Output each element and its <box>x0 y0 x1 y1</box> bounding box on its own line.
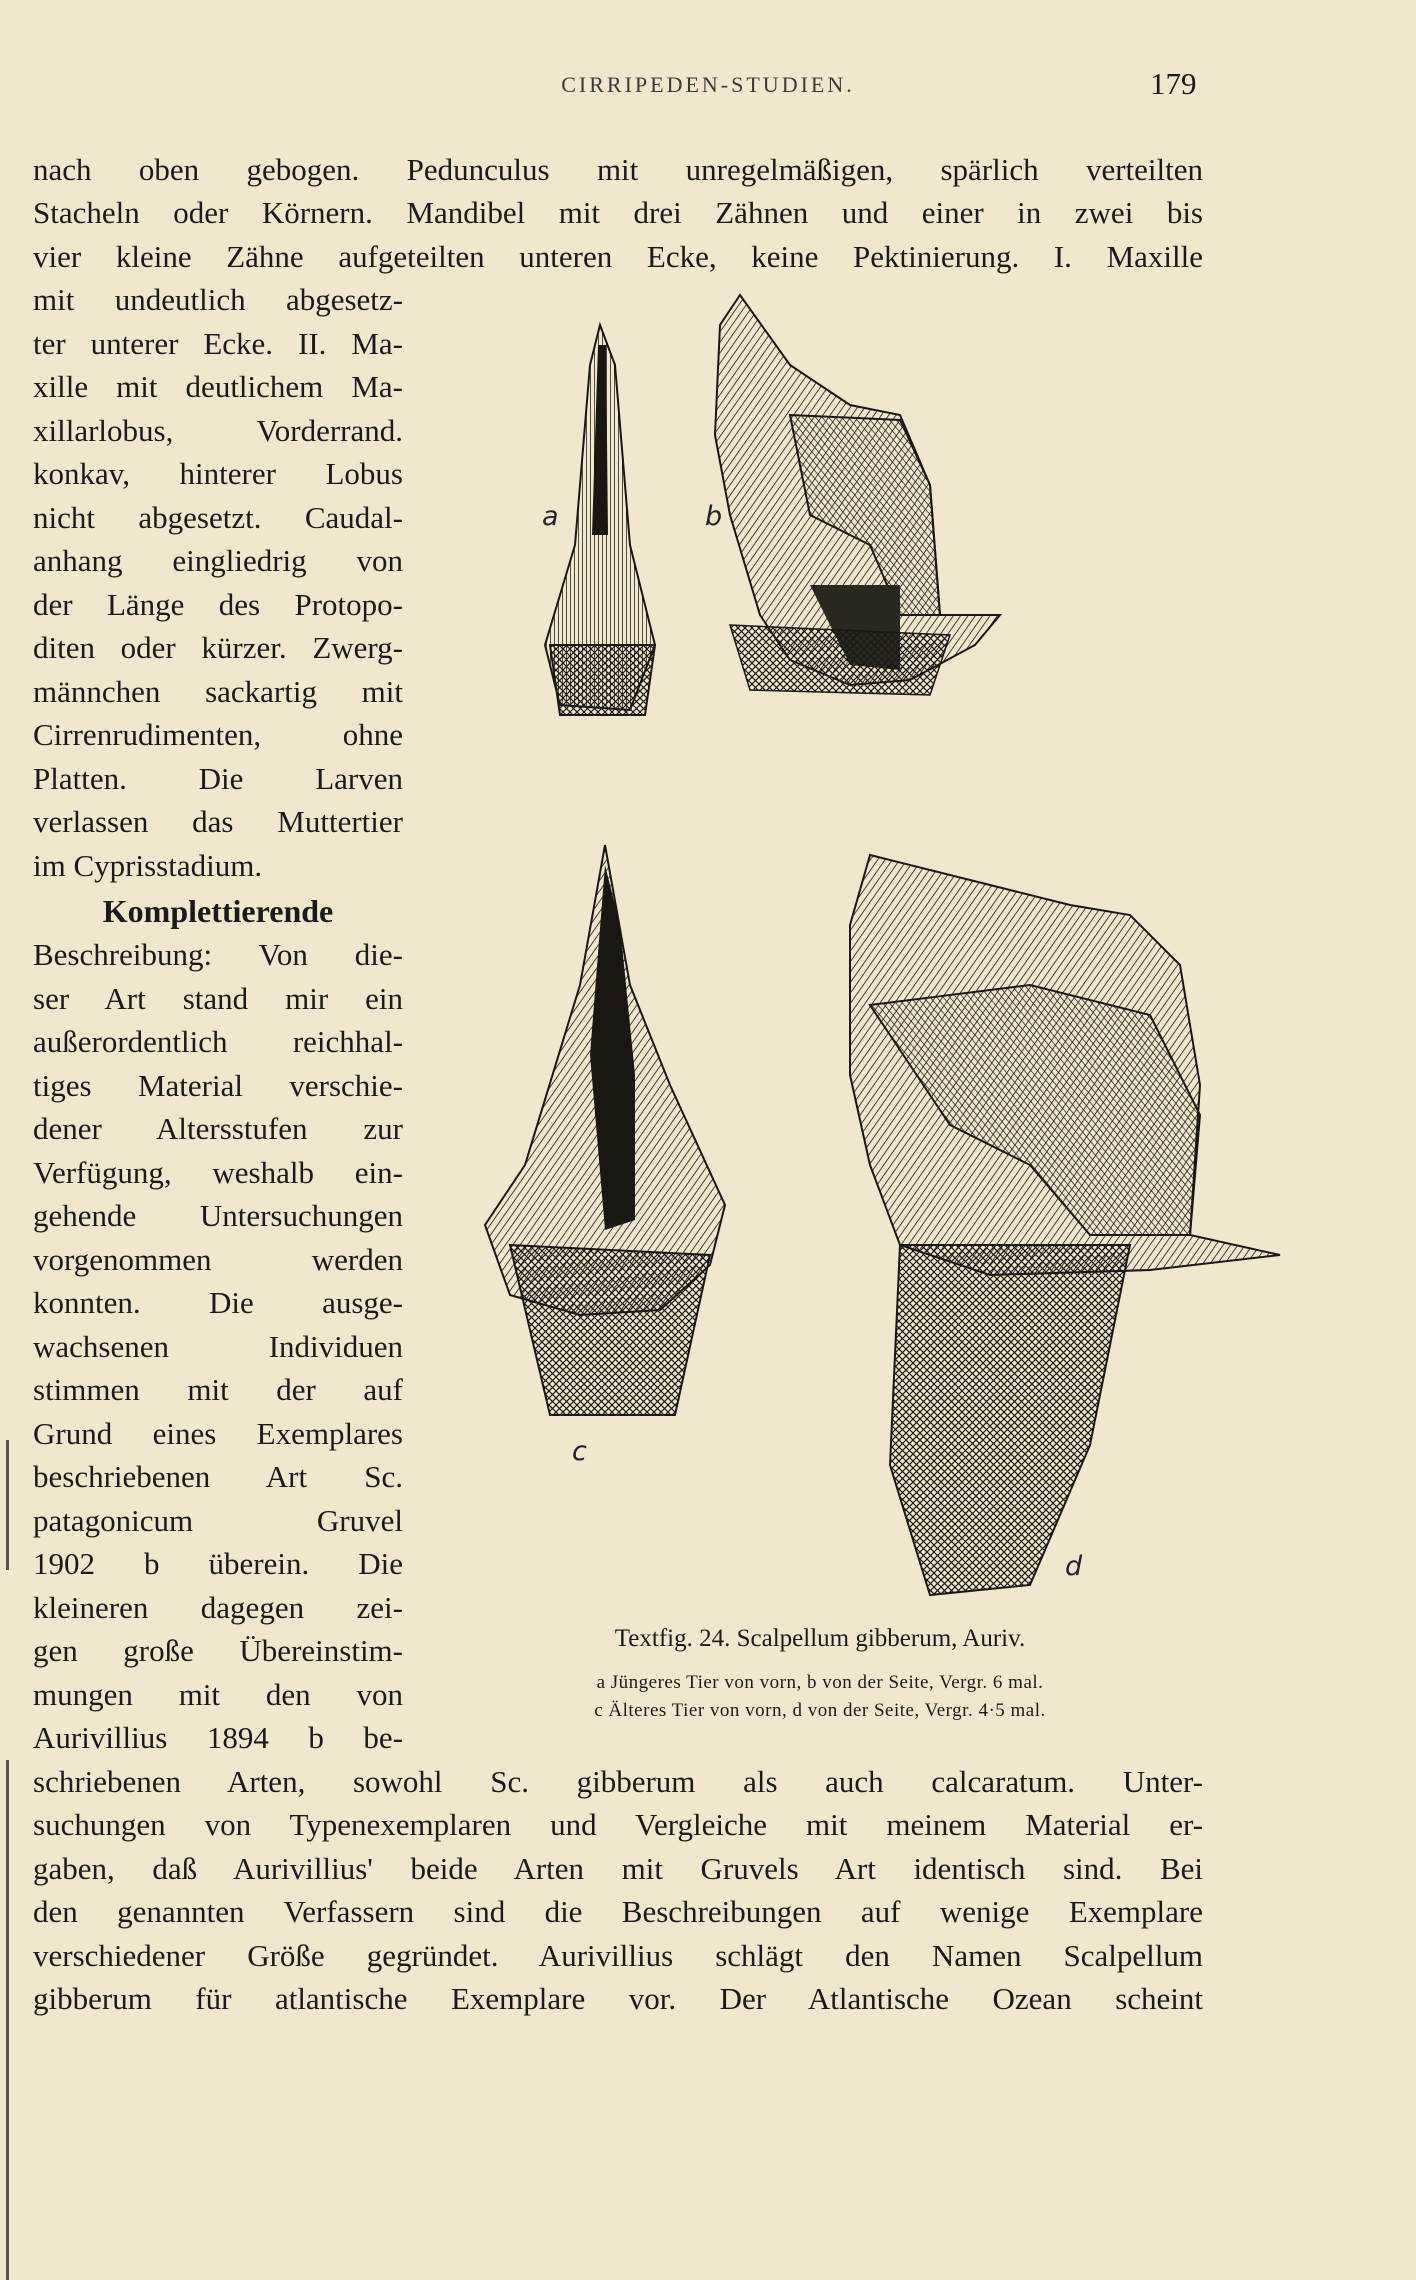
margin-mark <box>6 1440 9 1570</box>
figure-label-c: c <box>572 1436 587 1467</box>
text-line: stimmen mit der auf <box>33 1372 403 1407</box>
text-line: Beschreibung: Von die- <box>33 937 403 972</box>
section-heading: Komplettierende <box>102 893 334 929</box>
text-line: beschriebenen Art Sc. <box>33 1459 403 1494</box>
figure-label-a: a <box>542 501 559 532</box>
text-line: konkav, hinterer Lobus <box>33 456 403 491</box>
figure-caption-title: Textfig. 24. Scalpellum gibberum, Auriv. <box>614 1625 1026 1652</box>
text-line: gaben, daß Aurivillius' beide Arten mit Gruvels Art identisch sind. Bei <box>33 1851 1203 1886</box>
text-line: den genannten Verfassern sind die Beschreibungen auf wenige Exemplare <box>33 1894 1203 1929</box>
text-line: nicht abgesetzt. Caudal- <box>33 500 403 535</box>
figure-illustration <box>430 285 1310 1615</box>
text-line: im Cyprisstadium. <box>33 848 263 883</box>
margin-mark <box>6 1760 9 2280</box>
figure-label-d: d <box>1065 1551 1083 1582</box>
text-line: diten oder kürzer. Zwerg- <box>33 630 403 665</box>
text-line: mit undeutlich abgesetz- <box>33 282 403 317</box>
figure-caption-line: a Jüngeres Tier von vorn, b von der Seite, Vergr. 6 mal. <box>596 1672 1044 1693</box>
text-line: wachsenen Individuen <box>33 1329 403 1364</box>
text-line: verschiedener Größe gegründet. Aurivillius schlägt den Namen Scalpellum <box>33 1938 1203 1973</box>
text-line: xille mit deutlichem Ma- <box>33 369 403 404</box>
text-line: kleineren dagegen zei- <box>33 1590 403 1625</box>
text-line: Grund eines Exemplares <box>33 1416 403 1451</box>
text-line: männchen sackartig mit <box>33 674 403 709</box>
text-line: anhang eingliedrig von <box>33 543 403 578</box>
text-line: der Länge des Protopo- <box>33 587 403 622</box>
specimen-b-side-view <box>715 295 1000 695</box>
text-line: Cirrenrudimenten, ohne <box>33 717 403 752</box>
specimen-c-front-view <box>485 845 725 1415</box>
figure-scalpellum-gibberum <box>430 285 1310 1615</box>
text-line: dener Altersstufen zur <box>33 1111 403 1146</box>
text-line: außerordentlich reichhal- <box>33 1024 403 1059</box>
text-line: gehende Untersuchungen <box>33 1198 403 1233</box>
specimen-a-front-view <box>545 325 655 715</box>
specimen-d-side-view <box>850 855 1280 1595</box>
text-line: 1902 b überein. Die <box>33 1546 403 1581</box>
text-line: vier kleine Zähne aufgeteilten unteren Ecke, keine Pektinierung. I. Maxille <box>33 239 1203 274</box>
text-line: nach oben gebogen. Pedunculus mit unregelmäßigen, spärlich verteilten <box>33 152 1203 187</box>
text-line: schriebenen Arten, sowohl Sc. gibberum als auch calcaratum. Unter- <box>33 1764 1203 1799</box>
text-line: ter unterer Ecke. II. Ma- <box>33 326 403 361</box>
text-line: konnten. Die ausge- <box>33 1285 403 1320</box>
figure-caption-line: c Älteres Tier von vorn, d von der Seite, Vergr. 4·5 mal. <box>594 1700 1046 1721</box>
text-line: ser Art stand mir ein <box>33 981 403 1016</box>
text-line: Verfügung, weshalb ein- <box>33 1155 403 1190</box>
text-line: tiges Material verschie- <box>33 1068 403 1103</box>
text-line: mungen mit den von <box>33 1677 403 1712</box>
text-line: Aurivillius 1894 b be- <box>33 1720 403 1755</box>
text-line: suchungen von Typenexemplaren und Vergleiche mit meinem Material er- <box>33 1807 1203 1842</box>
figure-label-b: b <box>705 501 723 532</box>
running-title: CIRRIPEDEN-STUDIEN. <box>561 72 855 97</box>
text-line: xillarlobus, Vorderrand. <box>33 413 403 448</box>
text-line: gen große Übereinstim- <box>33 1633 403 1668</box>
page-number: 179 <box>1150 66 1197 101</box>
text-line: Stacheln oder Körnern. Mandibel mit drei Zähnen und einer in zwei bis <box>33 195 1203 230</box>
text-line: vorgenommen werden <box>33 1242 403 1277</box>
text-line: Platten. Die Larven <box>33 761 403 796</box>
text-line: verlassen das Muttertier <box>33 804 403 839</box>
text-line: gibberum für atlantische Exemplare vor. Der Atlantische Ozean scheint <box>33 1981 1203 2016</box>
text-line: patagonicum Gruvel <box>33 1503 403 1538</box>
